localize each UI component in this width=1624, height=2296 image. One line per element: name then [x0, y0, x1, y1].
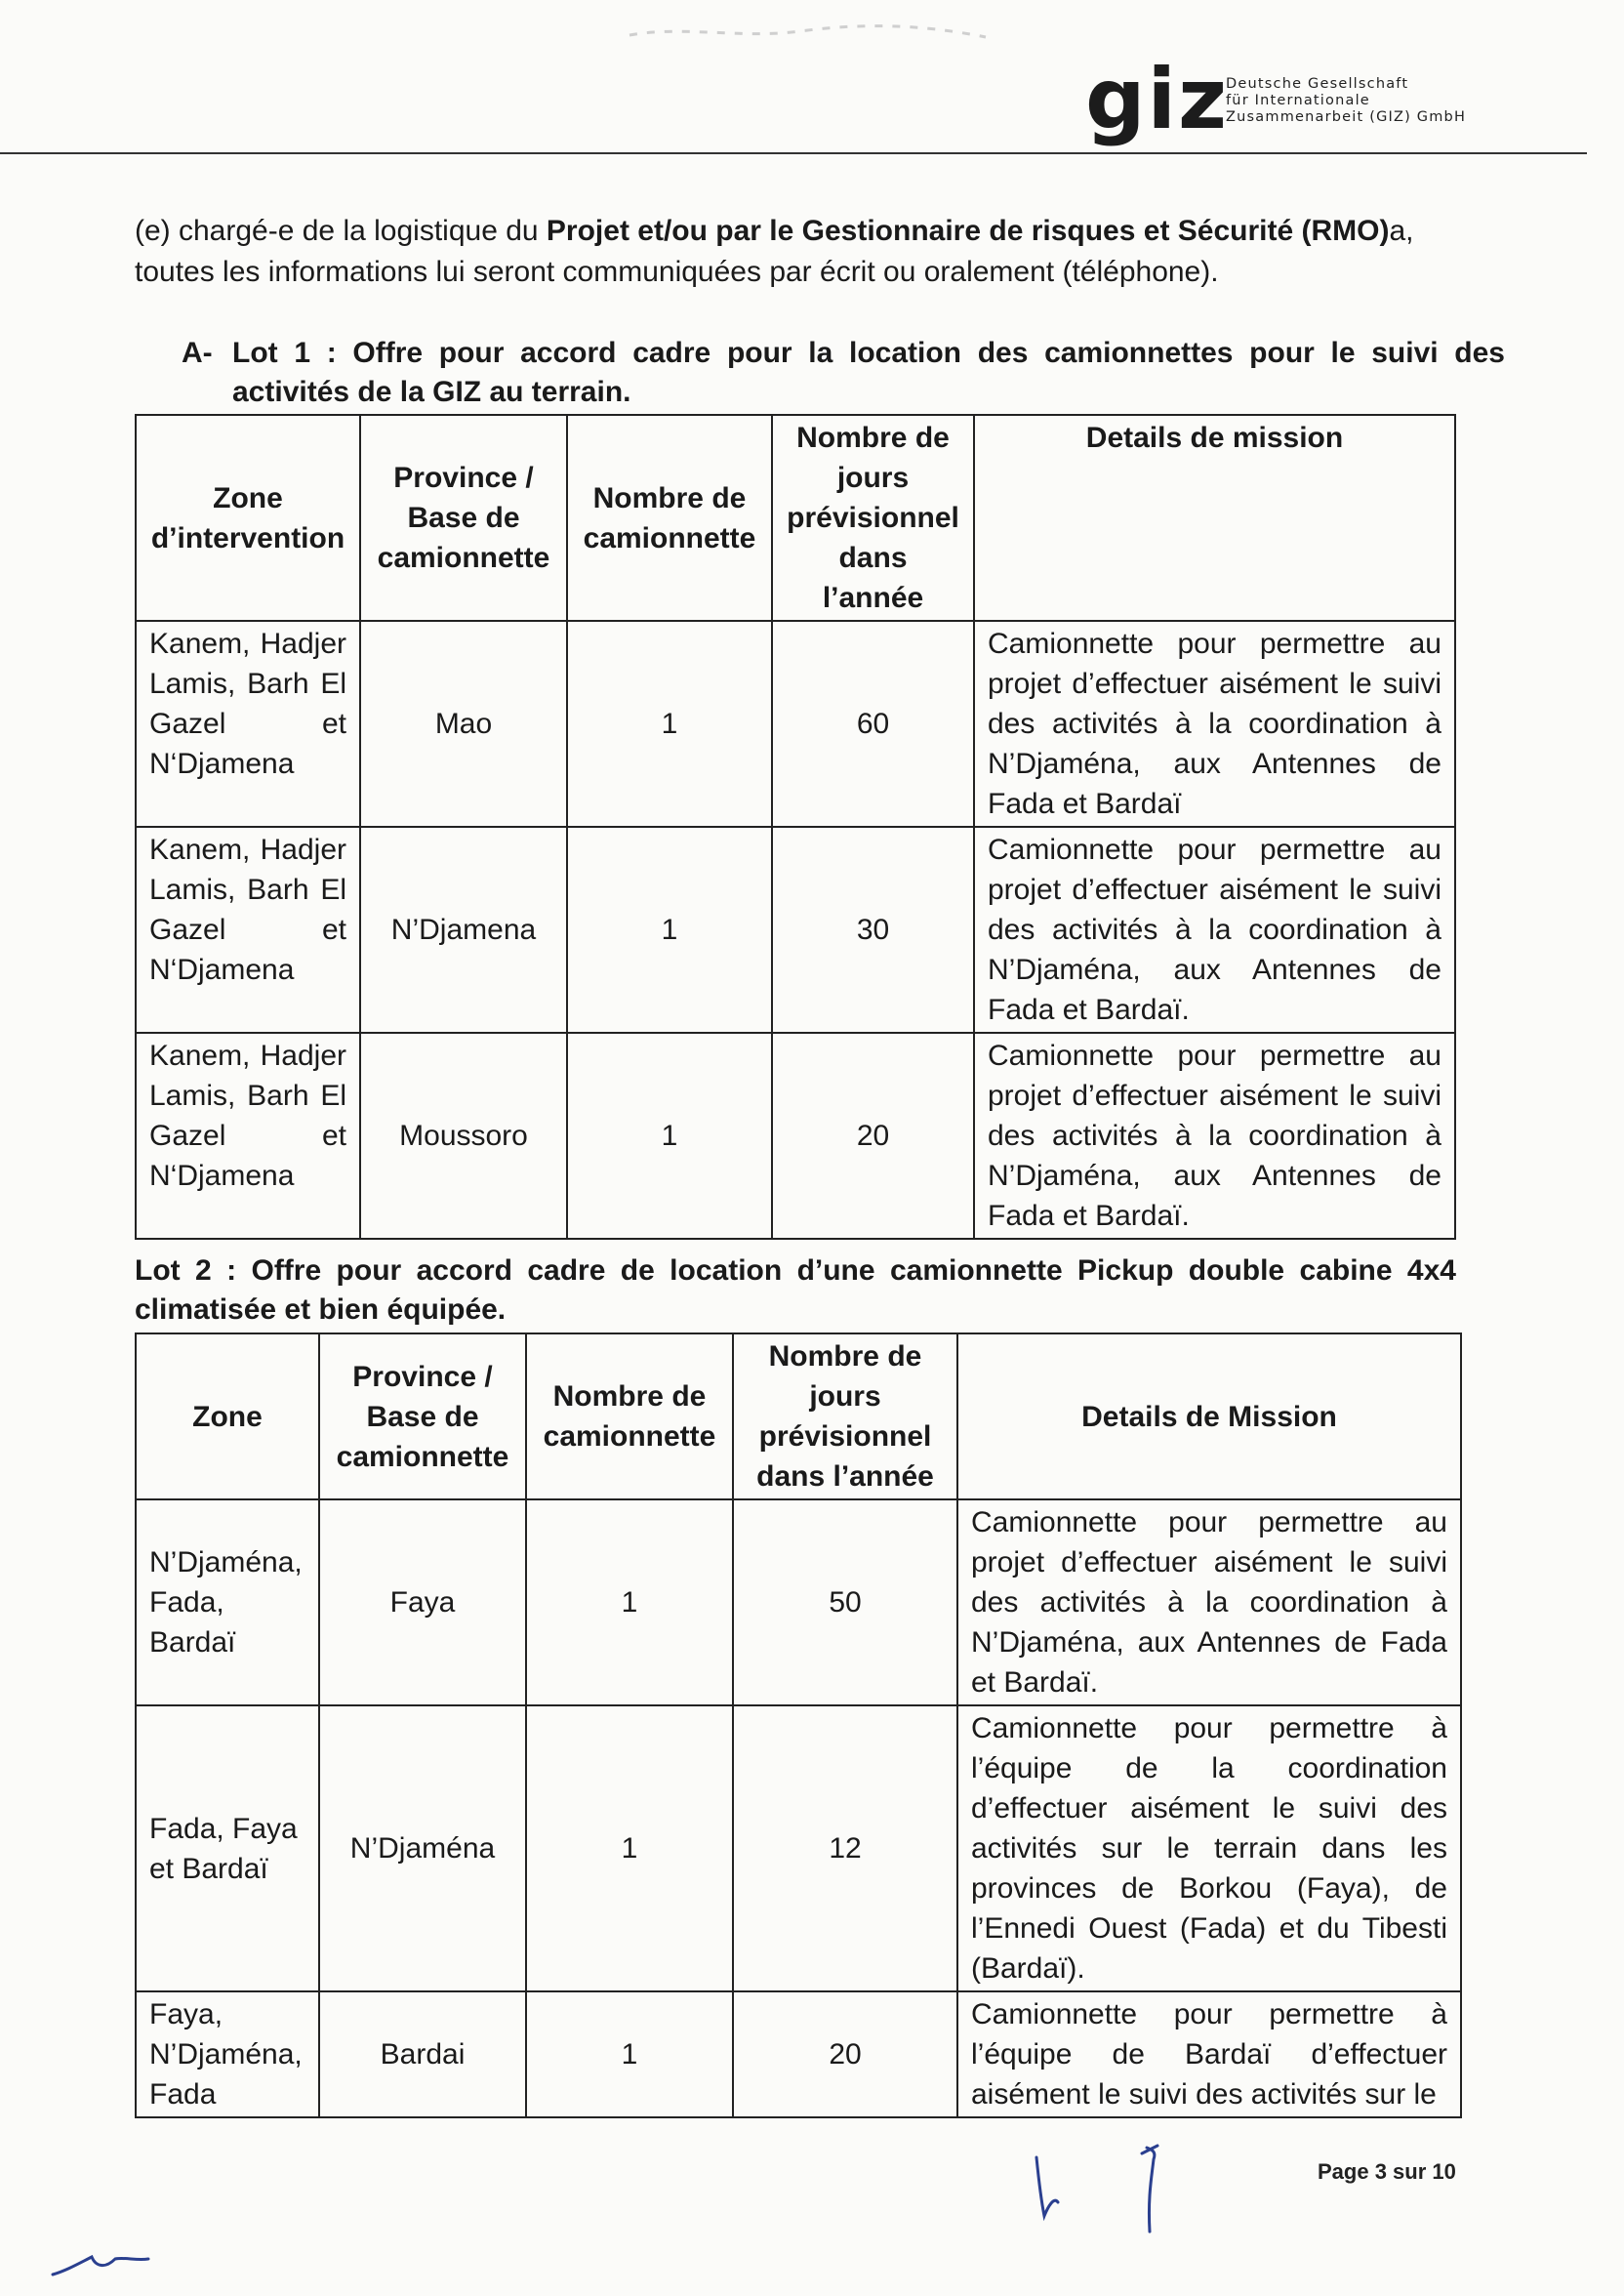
- logo-line: für Internationale: [1226, 93, 1370, 108]
- col-header-count: Nombre de camionnette: [526, 1333, 733, 1499]
- table-row: [136, 621, 1455, 827]
- cell-zone: Faya, N’Djaména, Fada: [136, 1991, 319, 2117]
- col-header-base: Province / Base de camionnette: [319, 1333, 526, 1499]
- cell-count: 1: [567, 621, 772, 827]
- scan-smudge: [625, 14, 995, 53]
- lot2-table: [135, 1332, 1462, 2118]
- cell-details: Camionnette pour permettre au projet d’effectuer aisément le suivi des activités à la coordination à N’Djaména, aux Antennes de Fada et Bardaï: [974, 621, 1455, 827]
- intro-paragraph: [135, 211, 1456, 293]
- logo-line: Deutsche Gesellschaft: [1226, 76, 1409, 92]
- cell-base: Mao: [360, 621, 567, 827]
- cell-days: 20: [733, 1991, 957, 2117]
- cell-details: Camionnette pour permettre au projet d’effectuer aisément le suivi des activités à la coordination à N’Djaména, aux Antennes de Fada et Bardaï.: [974, 1033, 1455, 1239]
- lot1-prefix: A-: [182, 337, 213, 369]
- cell-count: 1: [526, 1705, 733, 1991]
- cell-count: 1: [567, 1033, 772, 1239]
- cell-zone: Kanem, Hadjer Lamis, Barh El Gazel et N‘Djamena: [136, 1033, 360, 1239]
- cell-days: 50: [733, 1499, 957, 1705]
- cell-details: Camionnette pour permettre au projet d’effectuer aisément le suivi des activités à la coordination à N’Djaména, aux Antennes de Fada et Bardaï.: [957, 1499, 1461, 1705]
- col-header-count: Nombre de camionnette: [567, 415, 772, 621]
- cell-base: Bardai: [319, 1991, 526, 2117]
- lot1-table: [135, 414, 1456, 1240]
- header-divider: [0, 152, 1587, 154]
- col-header-base: Province / Base de camionnette: [360, 415, 567, 621]
- table-header-row: [136, 415, 1455, 621]
- cell-base: N’Djaména: [319, 1705, 526, 1991]
- col-header-zone: Zone: [136, 1333, 319, 1499]
- intro-text-end: a, toutes les informations lui seront communiquées par écrit ou oralement (téléphone).: [135, 215, 1414, 288]
- col-header-days: Nombre de jours prévisionnel dans l’année: [772, 415, 974, 621]
- cell-details: Camionnette pour permettre à l’équipe de Bardaï d’effectuer aisément le suivi des activités sur le: [957, 1991, 1461, 2117]
- table-row: [136, 1991, 1461, 2117]
- col-header-days: Nombre de jours prévisionnel dans l’année: [733, 1333, 957, 1499]
- cell-details: Camionnette pour permettre à l’équipe de la coordination d’effectuer aisément le suivi des activités sur le terrain dans les provinces de Borkou (Faya), de l’Ennedi Ouest (Fada) et du Tibesti (Bardaï).: [957, 1705, 1461, 1991]
- logo-line: Zusammenarbeit (GIZ) GmbH: [1226, 109, 1467, 125]
- cell-zone: Kanem, Hadjer Lamis, Barh El Gazel et N‘Djamena: [136, 827, 360, 1033]
- handwritten-initials-signature: [1015, 2138, 1191, 2245]
- handwritten-paraph-signature: [47, 2245, 154, 2284]
- table-row: [136, 1705, 1461, 1991]
- intro-bold: Projet et/ou par le Gestionnaire de risques et Sécurité (RMO): [546, 215, 1390, 247]
- col-header-details: Details de mission: [974, 415, 1455, 621]
- cell-base: Faya: [319, 1499, 526, 1705]
- lot1-title: Lot 1 : Offre pour accord cadre pour la location des camionnettes pour le suivi des activités de la GIZ au terrain.: [232, 337, 1505, 408]
- logo-mark: giz: [1085, 51, 1230, 148]
- col-header-zone: Zone d’intervention: [136, 415, 360, 621]
- cell-days: 20: [772, 1033, 974, 1239]
- cell-days: 60: [772, 621, 974, 827]
- cell-days: 30: [772, 827, 974, 1033]
- cell-zone: Kanem, Hadjer Lamis, Barh El Gazel et N‘Djamena: [136, 621, 360, 827]
- cell-days: 12: [733, 1705, 957, 1991]
- cell-base: N’Djamena: [360, 827, 567, 1033]
- logo-org-name: [1226, 76, 1480, 126]
- cell-base: Moussoro: [360, 1033, 567, 1239]
- cell-count: 1: [526, 1991, 733, 2117]
- cell-count: 1: [526, 1499, 733, 1705]
- lot2-heading: Lot 2 : Offre pour accord cadre de location d’une camionnette Pickup double cabine 4x4 climatisée et bien équipée.: [135, 1254, 1456, 1326]
- table-row: [136, 1499, 1461, 1705]
- lot1-heading: [182, 334, 1505, 412]
- table-row: [136, 827, 1455, 1033]
- col-header-details: Details de Mission: [957, 1333, 1461, 1499]
- page-number: Page 3 sur 10: [1318, 2159, 1456, 2184]
- cell-zone: Fada, Faya et Bardaï: [136, 1705, 319, 1991]
- cell-count: 1: [567, 827, 772, 1033]
- cell-zone: N’Djaména, Fada, Bardaï: [136, 1499, 319, 1705]
- table-header-row: [136, 1333, 1461, 1499]
- table-row: [136, 1033, 1455, 1239]
- cell-details: Camionnette pour permettre au projet d’effectuer aisément le suivi des activités à la coordination à N’Djaména, aux Antennes de Fada et Bardaï.: [974, 827, 1455, 1033]
- intro-text: (e) chargé-e de la logistique du: [135, 215, 547, 247]
